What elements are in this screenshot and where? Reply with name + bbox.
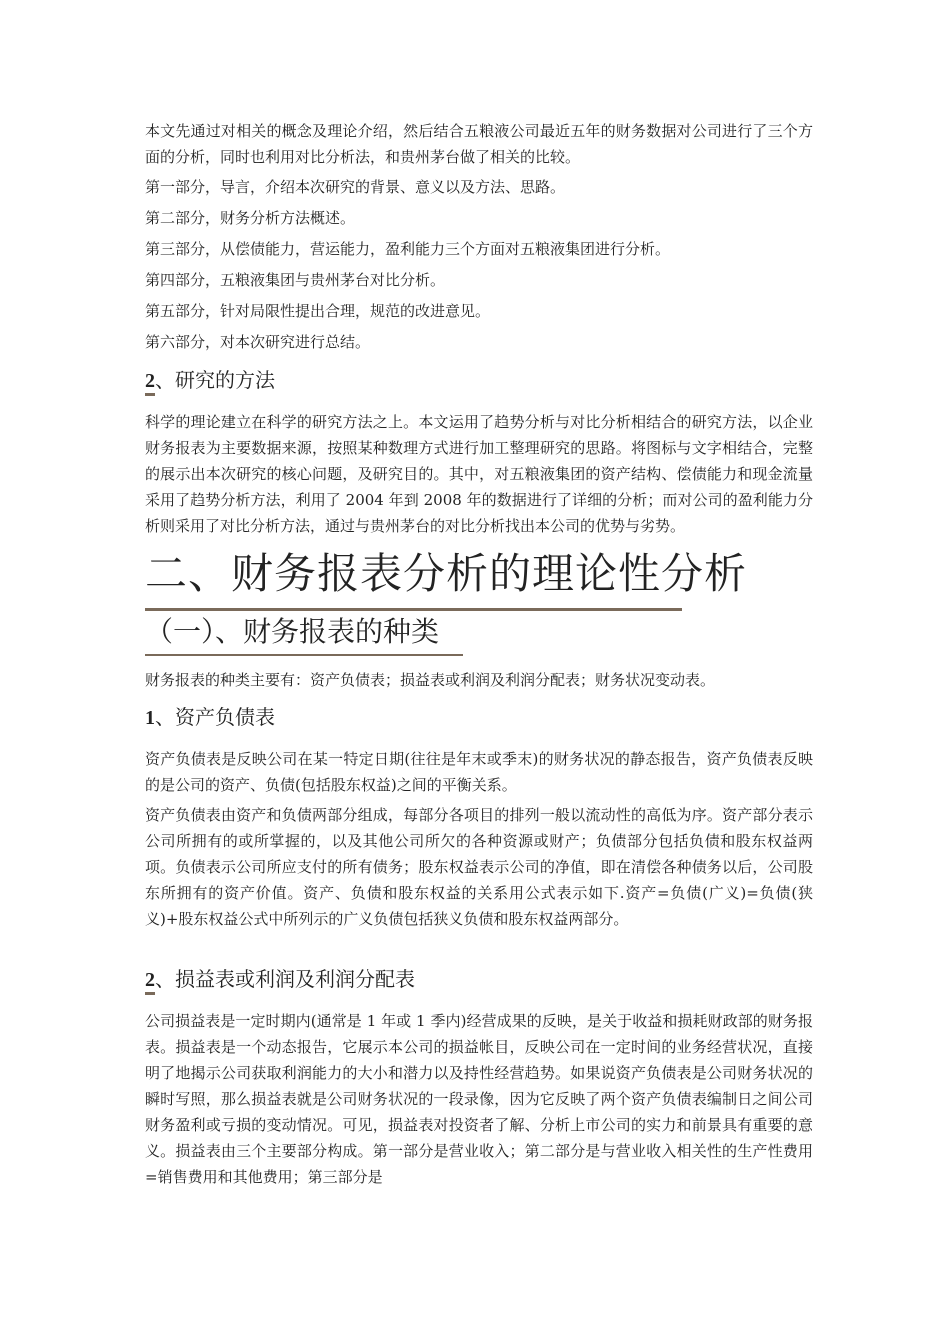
- part1-line: 第一部分，导言，介绍本次研究的背景、意义以及方法、思路。: [145, 178, 566, 196]
- balance-sheet-paragraph-2: 资产负债表由资产和负债两部分组成，每部分各项目的排列一般以流动性的高低为序。资产部分表示公司所拥有的或所掌握的，以及其他公司所欠的各种资源或财产；负债部分包括负债和股东权益两项。负债表示公司所应支付的所有债务；股东权益表示公司的净值，即在清偿各种债务以后，公司股东所拥有的资产价值。资产、负债和股东权益的关系用公式表示如下.资产=负债(广义)=负债(狭义)+股东权益公式中所列示的广义负债包括狭义负债和股东权益两部分。: [145, 806, 813, 928]
- income-statement-heading: [145, 965, 415, 994]
- income-statement-paragraph: 公司损益表是一定时期内(通常是 1 年或 1 季内)经营成果的反映，是关于收益和损耗财政部的财务报表。损益表是一个动态报告，它展示本公司的损益帐目，反映公司在一定时间的业务经营状况，直接明了地揭示公司获取利润能力的大小和潜力以及持性经营趋势。如果说资产负债表是公司财务状况的瞬时写照，那么损益表就是公司财务状况的一段录像，因为它反映了两个资产负债表编制日之间公司财务盈利或亏损的变动情况。可见，损益表对投资者了解、分析上市公司的实力和前景具有重要的意义。损益表由三个主要部分构成。第一部分是营业收入；第二部分是与营业收入相关性的生产性费用=销售费用和其他费用；第三部分是: [145, 1012, 813, 1186]
- chapter-title: 二、财务报表分析的理论性分析: [145, 549, 748, 598]
- income-statement-heading-text: 、损益表或利润及利润分配表: [155, 967, 415, 991]
- chapter-title-rule: [145, 608, 682, 611]
- method-heading: [145, 366, 275, 395]
- income-statement-heading-number: 2: [145, 969, 155, 991]
- part6-line: 第六部分，对本次研究进行总结。: [145, 333, 371, 351]
- section-intro-paragraph: 财务报表的种类主要有：资产负债表；损益表或利润及利润分配表；财务状况变动表。: [145, 671, 716, 689]
- balance-sheet-heading-number: 1: [145, 707, 155, 729]
- intro-paragraph: 本文先通过对相关的概念及理论介绍，然后结合五粮液公司最近五年的财务数据对公司进行了三个方面的分析，同时也利用对比分析法，和贵州茅台做了相关的比较。: [145, 122, 813, 166]
- section-title: （一）、财务报表的种类: [145, 615, 440, 648]
- section-title-rule: [145, 654, 463, 656]
- method-paragraph: 科学的理论建立在科学的研究方法之上。本文运用了趋势分析与对比分析相结合的研究方法，以企业财务报表为主要数据来源，按照某种数理方式进行加工整理研究的思路。将图标与文字相结合，完整的展示出本次研究的核心问题，及研究目的。其中，对五粮液集团的资产结构、偿债能力和现金流量采用了趋势分析方法，利用了 2004 年到 2008 年的数据进行了详细的分析；而对公司的盈利能力分析则采用了对比分析方法，通过与贵州茅台的对比分析找出本公司的优势与劣势。: [145, 413, 813, 535]
- income-statement-heading-accent: [145, 992, 155, 995]
- part5-line: 第五部分，针对局限性提出合理，规范的改进意见。: [145, 302, 491, 320]
- method-heading-accent: [145, 393, 155, 396]
- balance-sheet-heading-text: 、资产负债表: [155, 705, 275, 729]
- part2-line: 第二部分，财务分析方法概述。: [145, 209, 356, 227]
- balance-sheet-heading: [145, 703, 275, 732]
- method-heading-number: 2: [145, 370, 155, 392]
- part3-line: 第三部分，从偿债能力，营运能力，盈利能力三个方面对五粮液集团进行分析。: [145, 240, 671, 258]
- part4-line: 第四部分，五粮液集团与贵州茅台对比分析。: [145, 271, 446, 289]
- balance-sheet-paragraph-1: 资产负债表是反映公司在某一特定日期(往往是年末或季末)的财务状况的静态报告，资产负债表反映的是公司的资产、负债(包括股东权益)之间的平衡关系。: [145, 750, 813, 794]
- method-heading-text: 、研究的方法: [155, 368, 275, 392]
